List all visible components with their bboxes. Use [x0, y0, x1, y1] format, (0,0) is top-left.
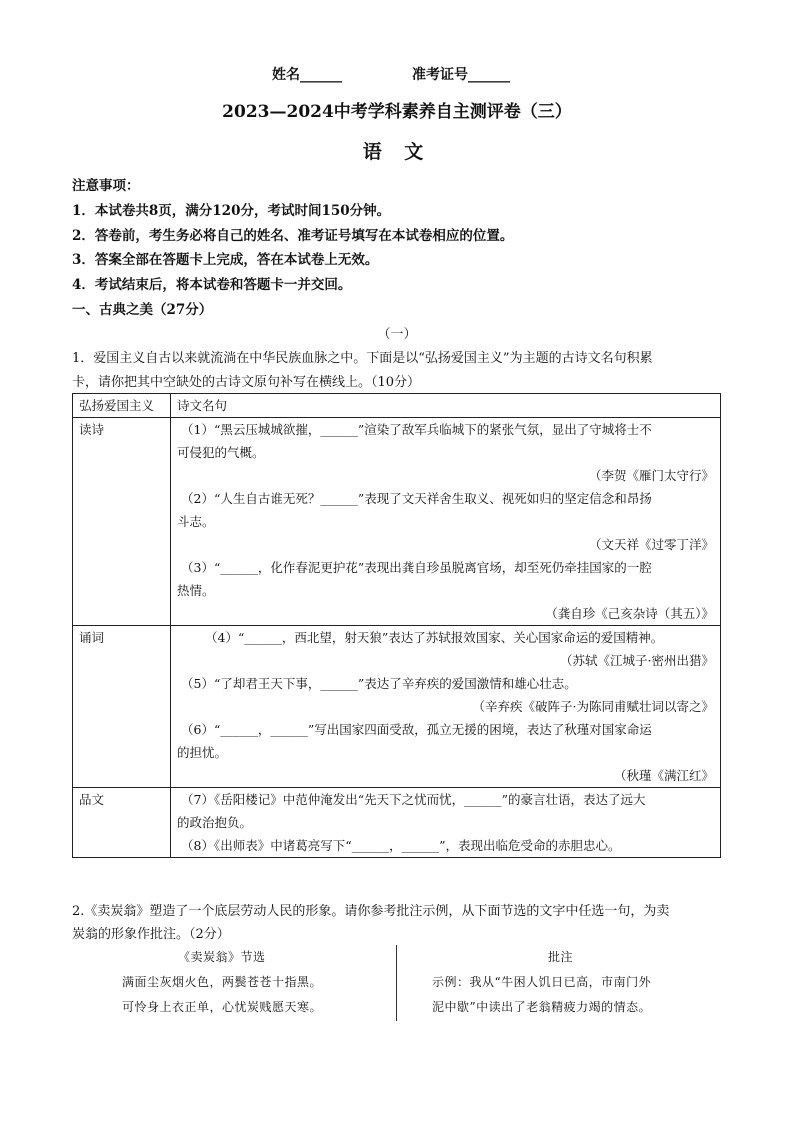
answer-line: （6）“______，______”写出国家四面受敌，孤立无援的困境，表达了秋瑾对国家命运 [181, 722, 652, 737]
answer-line: （5）“了却君王天下事，______”表达了辛弃疾的爱国激情和雄心壮志。 [181, 676, 577, 691]
row-label: 读诗 [73, 418, 171, 626]
annotation-title: 批注 [548, 950, 574, 964]
section-heading: 一、古典之美（27分） [72, 302, 213, 318]
poem-table [72, 393, 721, 858]
question-2-text: 炭翁的形象作批注。（2分） [72, 927, 230, 942]
exam-id-field-label: 准考证号______ [412, 67, 510, 83]
answer-line: 的担忧。 [177, 745, 228, 760]
table-header-row [73, 394, 721, 418]
subject-title: 语 文 [362, 141, 432, 163]
table-row [73, 418, 721, 626]
source-citation: （文天祥《过零丁洋》 [588, 537, 714, 552]
answer-line: 热情。 [177, 583, 215, 598]
notice-item: 3．答案全部在答题卡上完成，答在本试卷上无效。 [72, 252, 379, 268]
answer-line: 斗志。 [177, 514, 215, 529]
answer-line: （8）《出师表》中诸葛亮写下“______，______”，表现出临危受命的赤胆忠心。 [181, 838, 621, 853]
source-citation: （龚自珍《己亥杂诗（其五）》 [545, 606, 714, 621]
notice-item: 2．答卷前，考生务必将自己的姓名、准考证号填写在本试卷相应的位置。 [72, 228, 514, 244]
notice-item: 4．考试结束后，将本试卷和答题卡一并交回。 [72, 277, 352, 293]
table-header-cell: 弘扬爱国主义 [73, 394, 171, 418]
answer-line: （3）“______，化作春泥更护花”表现出龚自珍虽脱离官场，却至死仍牵挂国家的一腔 [181, 560, 652, 575]
answer-line: 的政治抱负。 [177, 815, 253, 830]
row-content [171, 788, 721, 858]
annotation-line: 示例：我从“牛困人饥日已高，市南门外 [432, 975, 652, 989]
row-label: 品文 [73, 788, 171, 858]
excerpt-line: 可怜身上衣正单，心忧炭贱愿天寒。 [122, 1000, 323, 1014]
annotation-line: 泥中歇”中读出了老翁精疲力竭的情态。 [432, 1000, 652, 1014]
answer-line: 可侵犯的气概。 [177, 445, 265, 460]
excerpt-title: 《卖炭翁》节选 [178, 950, 266, 964]
column-divider [396, 945, 397, 1021]
question-1-text: 1．爱国主义自古以来就流淌在中华民族血脉之中。下面是以“弘扬爱国主义”为主题的古诗文名句积累 [72, 351, 653, 366]
row-content [171, 626, 721, 788]
table-row [73, 788, 721, 858]
source-citation: （辛弃疾《破阵子·为陈同甫赋壮词以寄之》 [472, 699, 714, 714]
table-header-cell: 诗文名句 [171, 394, 721, 418]
excerpt-line: 满面尘灰烟火色，两鬓苍苍十指黑。 [122, 975, 323, 989]
answer-line: （7）《岳阳楼记》中范仲淹发出“先天下之忧而忧，______”的豪言壮语，表达了远大 [181, 792, 646, 807]
answer-line: （4）“______，西北望，射天狼”表达了苏轼报效国家、关心国家命运的爱国精神。 [205, 630, 664, 645]
name-field-label: 姓名______ [272, 67, 342, 83]
question-1-text: 卡，请你把其中空缺处的古诗文原句补写在横线上。（10分） [72, 375, 421, 390]
row-content [171, 418, 721, 626]
question-2-text: 2.《卖炭翁》塑造了一个底层劳动人民的形象。请你参考批注示例，从下面节选的文字中任选一句，为卖 [72, 904, 670, 919]
exam-title: 2023—2024中考学科素养自主测评卷（三） [222, 102, 572, 122]
notice-item: 1．本试卷共8页，满分120分，考试时间150分钟。 [72, 203, 391, 219]
row-label: 诵词 [73, 626, 171, 788]
source-citation: （秋瑾《满江红》 [613, 768, 714, 783]
source-citation: （苏轼《江城子·密州出猎》 [560, 653, 714, 668]
table-row [73, 626, 721, 788]
answer-line: （2）“人生自古谁无死？______”表现了文天祥舍生取义、视死如归的坚定信念和昂扬 [181, 491, 652, 506]
notice-heading: 注意事项： [72, 178, 140, 194]
source-citation: （李贺《雁门太守行》 [588, 468, 714, 483]
answer-line: （1）“黑云压城城欲摧，______”渲染了敌军兵临城下的紧张气氛，显出了守城将士不 [181, 422, 652, 437]
part-label: （一） [377, 327, 417, 342]
